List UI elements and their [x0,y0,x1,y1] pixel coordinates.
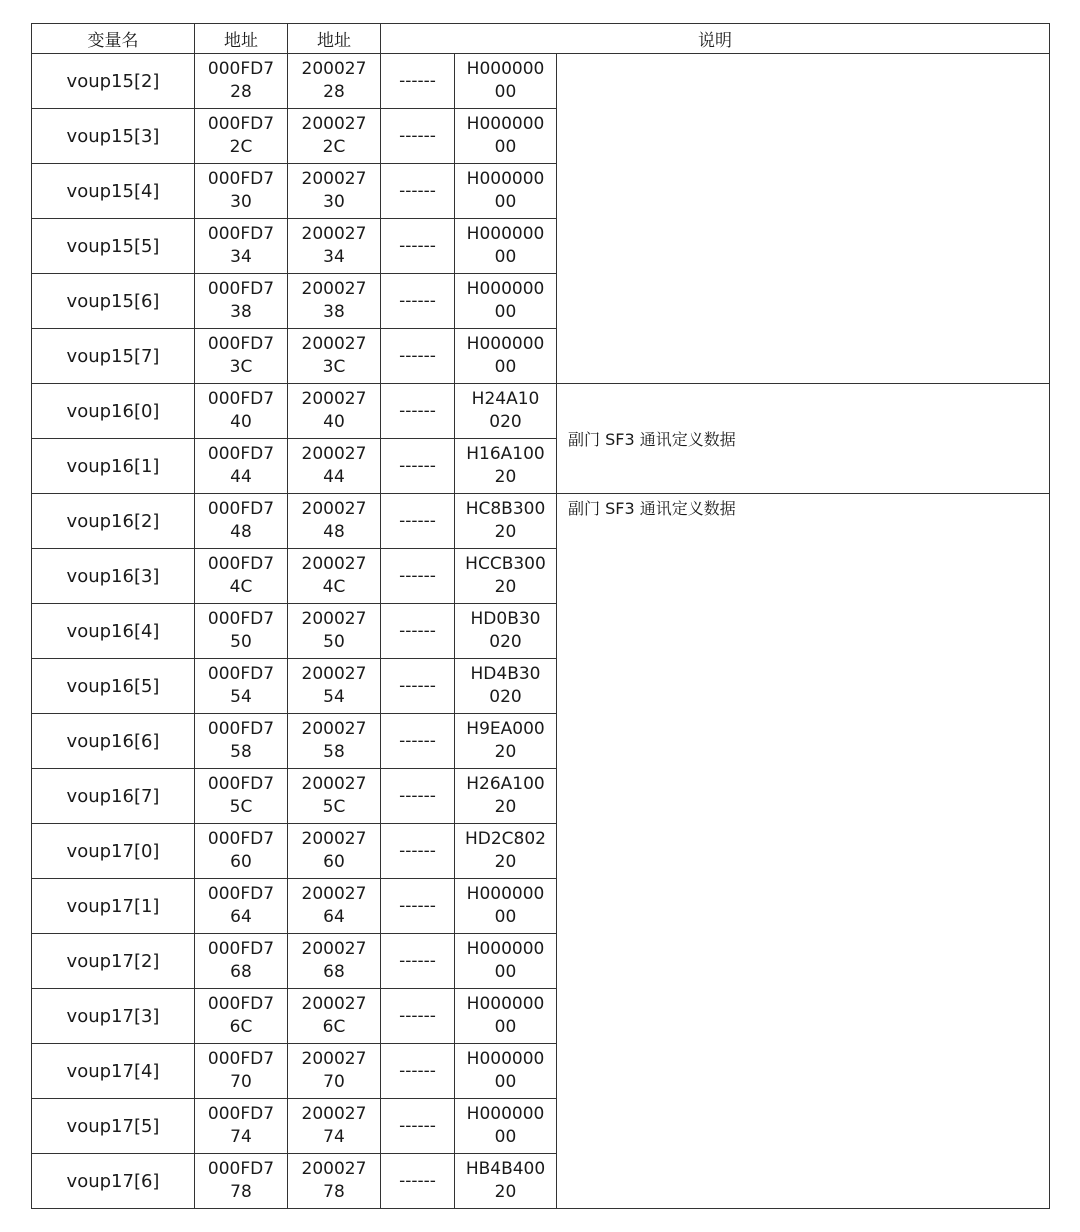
address-1-cell-line-1: 000FD7 [207,224,275,244]
value-cell-line-2: 00 [494,1127,517,1147]
address-1-cell [195,1154,288,1209]
value-cell-line-2: 20 [494,522,517,542]
address-2-cell [288,549,381,604]
value-cell-line-2: 20 [494,797,517,817]
address-1-cell-line-2: 40 [230,412,252,432]
address-1-cell [195,1099,288,1154]
value-cell-line-1: H000000 [466,224,545,244]
address-1-cell-line-2: 74 [230,1127,252,1147]
variable-name-cell: voup17[6] [32,1154,195,1209]
value-cell-line-1: HCCB300 [465,554,546,574]
value-cell-line-2: 20 [494,1182,517,1202]
address-1-cell-line-2: 6C [229,1017,253,1037]
address-2-cell [288,604,381,659]
variable-name-cell: voup15[4] [32,164,195,219]
table-row [32,494,1050,549]
address-1-cell-line-1: 000FD7 [207,829,275,849]
address-1-cell [195,109,288,164]
address-2-cell-line-1: 200027 [301,169,367,189]
dash-cell: ------ [381,439,455,494]
value-cell-line-1: H16A100 [466,444,545,464]
value-cell-line-1: H000000 [466,59,545,79]
header-address-2: 地址 [288,24,381,54]
table-body [32,54,1050,1209]
value-cell [455,604,557,659]
dash-cell: ------ [381,934,455,989]
value-cell [455,164,557,219]
address-2-cell-line-1: 200027 [301,59,367,79]
value-cell [455,494,557,549]
register-table [31,23,1050,1209]
header-address-1: 地址 [195,24,288,54]
address-1-cell-line-2: 34 [230,247,252,267]
variable-name-cell: voup16[0] [32,384,195,439]
address-2-cell-line-1: 200027 [301,884,367,904]
address-2-cell-line-2: 58 [323,742,345,762]
address-2-cell-line-1: 200027 [301,939,367,959]
address-2-cell-line-1: 200027 [301,114,367,134]
address-1-cell-line-1: 000FD7 [207,444,275,464]
dash-cell: ------ [381,164,455,219]
address-1-cell-line-2: 78 [230,1182,252,1202]
address-2-cell-line-1: 200027 [301,1159,367,1179]
address-2-cell-line-1: 200027 [301,829,367,849]
address-2-cell-line-1: 200027 [301,664,367,684]
value-cell [455,879,557,934]
address-1-cell-line-1: 000FD7 [207,719,275,739]
address-1-cell-line-1: 000FD7 [207,884,275,904]
address-1-cell-line-1: 000FD7 [207,609,275,629]
address-2-cell-line-1: 200027 [301,609,367,629]
address-2-cell [288,54,381,109]
value-cell-line-2: 00 [494,137,517,157]
address-2-cell-line-2: 48 [323,522,345,542]
description-cell-1: 副门 SF3 通讯定义数据 [557,384,1050,494]
address-2-cell-line-2: 6C [322,1017,346,1037]
dash-cell: ------ [381,1154,455,1209]
value-cell-line-1: HD4B30 [470,664,541,684]
address-2-cell-line-1: 200027 [301,224,367,244]
variable-name-cell: voup16[2] [32,494,195,549]
address-2-cell-line-1: 200027 [301,774,367,794]
address-1-cell [195,824,288,879]
address-2-cell-line-2: 74 [323,1127,345,1147]
variable-name-cell: voup15[3] [32,109,195,164]
dash-cell: ------ [381,824,455,879]
address-2-cell [288,164,381,219]
address-1-cell-line-1: 000FD7 [207,59,275,79]
value-cell-line-1: HD0B30 [470,609,541,629]
value-cell-line-1: H000000 [466,939,545,959]
dash-cell: ------ [381,384,455,439]
address-2-cell-line-1: 200027 [301,499,367,519]
value-cell-line-2: 00 [494,357,517,377]
address-1-cell-line-2: 5C [229,797,253,817]
address-2-cell-line-1: 200027 [301,719,367,739]
address-1-cell-line-1: 000FD7 [207,114,275,134]
value-cell [455,549,557,604]
address-2-cell-line-2: 3C [322,357,346,377]
address-1-cell-line-2: 30 [230,192,252,212]
dash-cell: ------ [381,769,455,824]
address-1-cell [195,329,288,384]
value-cell [455,989,557,1044]
value-cell-line-1: H000000 [466,884,545,904]
address-1-cell-line-2: 48 [230,522,252,542]
description-cell-empty [557,54,1050,384]
address-1-cell-line-1: 000FD7 [207,169,275,189]
address-2-cell-line-2: 44 [323,467,345,487]
address-1-cell-line-2: 38 [230,302,252,322]
address-2-cell-line-2: 50 [323,632,345,652]
address-2-cell-line-2: 30 [323,192,345,212]
address-1-cell-line-2: 54 [230,687,252,707]
address-2-cell-line-1: 200027 [301,334,367,354]
variable-name-cell: voup15[7] [32,329,195,384]
value-cell-line-1: HB4B400 [465,1159,546,1179]
address-1-cell [195,934,288,989]
value-cell [455,109,557,164]
variable-name-cell: voup16[7] [32,769,195,824]
address-1-cell-line-2: 4C [229,577,253,597]
address-1-cell-line-1: 000FD7 [207,1049,275,1069]
address-2-cell-line-1: 200027 [301,389,367,409]
address-2-cell-line-2: 54 [323,687,345,707]
address-2-cell [288,329,381,384]
address-2-cell [288,1044,381,1099]
address-2-cell-line-2: 5C [322,797,346,817]
value-cell-line-1: H000000 [466,169,545,189]
address-1-cell-line-1: 000FD7 [207,279,275,299]
value-cell [455,274,557,329]
address-2-cell [288,1099,381,1154]
value-cell [455,1044,557,1099]
value-cell [455,659,557,714]
address-1-cell [195,219,288,274]
dash-cell: ------ [381,494,455,549]
dash-cell: ------ [381,604,455,659]
value-cell-line-2: 00 [494,1072,517,1092]
address-1-cell-line-1: 000FD7 [207,389,275,409]
address-2-cell [288,439,381,494]
address-2-cell [288,109,381,164]
value-cell-line-2: 00 [494,302,517,322]
header-description: 说明 [381,24,1050,54]
value-cell-line-1: H000000 [466,279,545,299]
value-cell [455,1154,557,1209]
address-1-cell [195,549,288,604]
value-cell-line-1: H000000 [466,1049,545,1069]
value-cell-line-2: 020 [489,687,522,707]
variable-name-cell: voup17[3] [32,989,195,1044]
dash-cell: ------ [381,54,455,109]
address-2-cell [288,659,381,714]
variable-name-cell: voup17[5] [32,1099,195,1154]
header-row [32,24,1050,54]
value-cell-line-2: 00 [494,962,517,982]
address-1-cell-line-2: 3C [229,357,253,377]
value-cell-line-1: H000000 [466,114,545,134]
dash-cell: ------ [381,879,455,934]
address-2-cell-line-1: 200027 [301,1049,367,1069]
address-1-cell-line-1: 000FD7 [207,499,275,519]
value-cell [455,714,557,769]
address-1-cell-line-2: 58 [230,742,252,762]
address-1-cell-line-1: 000FD7 [207,554,275,574]
value-cell-line-2: 20 [494,577,517,597]
value-cell-line-1: H26A100 [466,774,545,794]
address-2-cell-line-2: 64 [323,907,345,927]
address-1-cell [195,54,288,109]
address-2-cell-line-2: 70 [323,1072,345,1092]
address-1-cell-line-2: 2C [229,137,253,157]
address-2-cell-line-2: 68 [323,962,345,982]
address-1-cell [195,164,288,219]
variable-name-cell: voup16[6] [32,714,195,769]
header-variable-name: 变量名 [32,24,195,54]
value-cell-line-2: 00 [494,247,517,267]
address-2-cell-line-2: 2C [322,137,346,157]
address-1-cell-line-2: 60 [230,852,252,872]
address-2-cell [288,274,381,329]
value-cell-line-1: H000000 [466,334,545,354]
address-2-cell [288,219,381,274]
address-2-cell-line-1: 200027 [301,444,367,464]
variable-name-cell: voup16[5] [32,659,195,714]
address-1-cell-line-1: 000FD7 [207,1159,275,1179]
address-2-cell-line-2: 38 [323,302,345,322]
address-1-cell [195,604,288,659]
address-1-cell [195,714,288,769]
address-2-cell [288,769,381,824]
address-2-cell [288,824,381,879]
variable-name-cell: voup16[4] [32,604,195,659]
address-2-cell-line-2: 34 [323,247,345,267]
address-2-cell-line-1: 200027 [301,994,367,1014]
dash-cell: ------ [381,219,455,274]
table-row [32,54,1050,109]
value-cell-line-2: 00 [494,907,517,927]
dash-cell: ------ [381,549,455,604]
address-1-cell [195,439,288,494]
address-1-cell [195,274,288,329]
address-2-cell-line-1: 200027 [301,279,367,299]
address-1-cell-line-1: 000FD7 [207,939,275,959]
dash-cell: ------ [381,714,455,769]
address-1-cell-line-1: 000FD7 [207,664,275,684]
address-1-cell-line-1: 000FD7 [207,774,275,794]
value-cell-line-2: 20 [494,742,517,762]
value-cell-line-1: H000000 [466,1104,545,1124]
variable-name-cell: voup15[5] [32,219,195,274]
value-cell [455,439,557,494]
value-cell-line-1: H9EA000 [466,719,545,739]
dash-cell: ------ [381,109,455,164]
address-1-cell-line-1: 000FD7 [207,994,275,1014]
value-cell-line-1: H24A10 [471,389,540,409]
address-1-cell-line-2: 28 [230,82,252,102]
address-2-cell-line-2: 28 [323,82,345,102]
variable-name-cell: voup15[6] [32,274,195,329]
value-cell [455,219,557,274]
address-2-cell-line-2: 78 [323,1182,345,1202]
address-2-cell-line-2: 60 [323,852,345,872]
address-1-cell [195,494,288,549]
variable-name-cell: voup16[3] [32,549,195,604]
address-2-cell-line-2: 4C [322,577,346,597]
value-cell [455,934,557,989]
variable-name-cell: voup15[2] [32,54,195,109]
value-cell [455,769,557,824]
dash-cell: ------ [381,329,455,384]
address-1-cell-line-1: 000FD7 [207,334,275,354]
value-cell-line-2: 00 [494,82,517,102]
address-1-cell-line-2: 64 [230,907,252,927]
address-2-cell [288,384,381,439]
address-2-cell-line-1: 200027 [301,1104,367,1124]
value-cell-line-2: 020 [489,412,522,432]
address-1-cell-line-2: 70 [230,1072,252,1092]
description-cell-2: 副门 SF3 通讯定义数据 [557,494,1050,1209]
address-1-cell-line-2: 50 [230,632,252,652]
dash-cell: ------ [381,1099,455,1154]
value-cell [455,329,557,384]
value-cell-line-2: 20 [494,467,517,487]
address-2-cell [288,934,381,989]
address-2-cell-line-1: 200027 [301,554,367,574]
value-cell-line-1: H000000 [466,994,545,1014]
value-cell [455,1099,557,1154]
address-1-cell-line-1: 000FD7 [207,1104,275,1124]
address-1-cell [195,989,288,1044]
variable-name-cell: voup17[4] [32,1044,195,1099]
address-2-cell [288,1154,381,1209]
value-cell [455,384,557,439]
table-row [32,384,1050,439]
dash-cell: ------ [381,1044,455,1099]
address-1-cell [195,879,288,934]
value-cell-line-2: 020 [489,632,522,652]
value-cell-line-2: 00 [494,1017,517,1037]
address-1-cell [195,769,288,824]
variable-name-cell: voup16[1] [32,439,195,494]
value-cell-line-2: 20 [494,852,517,872]
variable-name-cell: voup17[1] [32,879,195,934]
value-cell [455,824,557,879]
dash-cell: ------ [381,989,455,1044]
address-1-cell-line-2: 68 [230,962,252,982]
address-2-cell [288,494,381,549]
variable-name-cell: voup17[2] [32,934,195,989]
address-2-cell [288,879,381,934]
address-2-cell [288,714,381,769]
address-1-cell [195,384,288,439]
value-cell-line-1: HC8B300 [465,499,546,519]
address-2-cell [288,989,381,1044]
value-cell [455,54,557,109]
address-2-cell-line-2: 40 [323,412,345,432]
value-cell-line-1: HD2C802 [464,829,546,849]
address-1-cell [195,659,288,714]
address-1-cell-line-2: 44 [230,467,252,487]
dash-cell: ------ [381,659,455,714]
value-cell-line-2: 00 [494,192,517,212]
address-1-cell [195,1044,288,1099]
variable-name-cell: voup17[0] [32,824,195,879]
dash-cell: ------ [381,274,455,329]
